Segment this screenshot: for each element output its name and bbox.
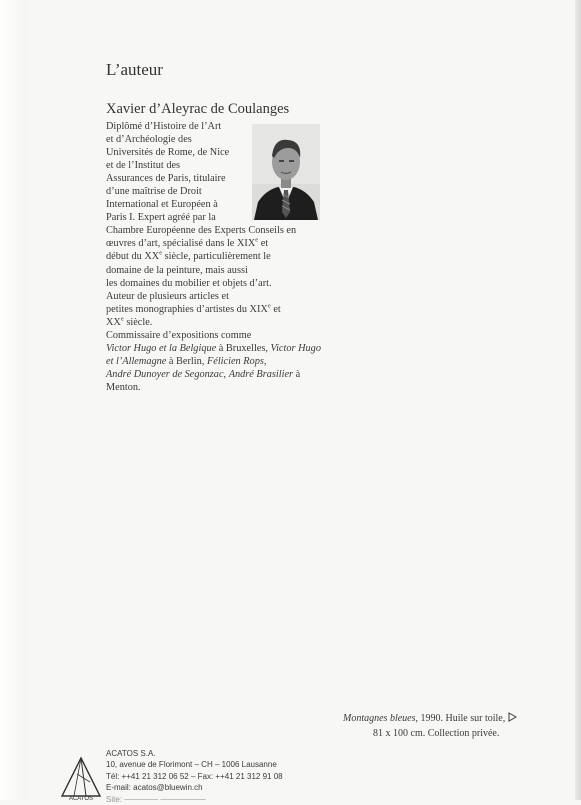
page-spine xyxy=(0,0,26,800)
exhibition-title: Victor Hugo xyxy=(270,342,321,354)
exhibition-title: Félicien Rops xyxy=(206,355,264,367)
bio-line: Assurances de Paris, titulaire xyxy=(106,173,226,185)
publisher-phone: Tél: ++41 21 312 06 52 – Fax: ++41 21 312 91 08 xyxy=(106,771,283,781)
bio-line: d’une maîtrise de Droit xyxy=(106,186,202,198)
exhibition-title: et l’Allemagne xyxy=(106,355,167,367)
section-title: L’auteur xyxy=(106,60,163,79)
bio-line xyxy=(106,355,326,368)
publisher-email: E-mail: acatos@bluewin.ch xyxy=(106,783,203,793)
publisher-info xyxy=(106,748,283,805)
caption-line-1 xyxy=(343,712,517,727)
bio-line: Chambre Européenne des Experts Conseils en xyxy=(106,225,297,237)
bio-text: et xyxy=(258,238,269,250)
publisher-website: Site: ────── ──────── xyxy=(106,794,206,804)
triangle-right-icon xyxy=(508,712,517,727)
bio-line: Universités de Rome, de Nice xyxy=(106,147,230,159)
superscript: e xyxy=(120,315,124,323)
publisher-name: ACATOS S.A. xyxy=(106,749,156,758)
bio-line: les domaines du mobilier et objets d’art. xyxy=(106,277,272,289)
exhibition-title: André Brasilier xyxy=(228,368,294,380)
caption-line-2: 81 x 100 cm. Collection privée. xyxy=(373,728,500,739)
caption-text: , 1990. Huile sur toile, xyxy=(415,713,506,724)
bio-text: œuvres d’art, spécialisé dans le XIX xyxy=(106,238,256,250)
author-bio xyxy=(106,120,326,394)
bio-text: , xyxy=(263,355,267,367)
bio-text: à Bruxelles, xyxy=(216,342,271,354)
author-name: Xavier d’Aleyrac de Coulanges xyxy=(106,101,290,117)
bio-line: et de l’Institut des xyxy=(106,160,181,172)
bio-line xyxy=(106,237,326,250)
superscript: e xyxy=(267,302,271,310)
bio-line: et d’Archéologie des xyxy=(106,134,192,146)
exhibition-title: Victor Hugo et la Belgique xyxy=(106,342,217,354)
bio-text: à Berlin, xyxy=(166,355,207,367)
artwork-caption xyxy=(343,712,517,741)
bio-line: International et Européen à xyxy=(106,199,218,211)
bio-text: à xyxy=(293,368,301,380)
bio-line: Commissaire d’expositions comme xyxy=(106,329,252,341)
bio-text: et xyxy=(270,303,281,315)
bio-text: petites monographies d’artistes du XIX xyxy=(106,303,268,315)
bio-line: Menton. xyxy=(106,381,141,393)
bio-text: siècle, particulièrement le xyxy=(162,251,271,263)
bio-text: , xyxy=(223,368,229,380)
artwork-title: Montagnes bleues xyxy=(343,713,416,724)
publisher-address: 10, avenue de Florimont – CH – 1006 Lausanne xyxy=(106,760,277,770)
bio-line xyxy=(106,316,326,329)
bio-line: domaine de la peinture, mais aussi xyxy=(106,264,248,276)
bio-line xyxy=(106,342,326,355)
bio-line xyxy=(106,368,326,381)
svg-text:ACATOS: ACATOS xyxy=(68,796,94,800)
bio-line xyxy=(106,250,326,263)
bio-line: Diplômé d’Histoire de l’Art xyxy=(106,121,222,132)
exhibition-title: André Dunoyer de Segonzac xyxy=(106,368,224,380)
bio-line xyxy=(106,303,326,316)
bio-text: XX xyxy=(106,316,121,328)
page-edge xyxy=(575,0,581,800)
superscript: e xyxy=(159,250,163,258)
bio-text: siècle. xyxy=(123,316,153,328)
bio-line: Auteur de plusieurs articles et xyxy=(106,290,229,302)
bio-line: Paris I. Expert agréé par la xyxy=(106,212,216,224)
acatos-triangle-logo xyxy=(60,756,102,800)
superscript: e xyxy=(255,237,259,244)
bio-text: début du XX xyxy=(106,251,160,263)
